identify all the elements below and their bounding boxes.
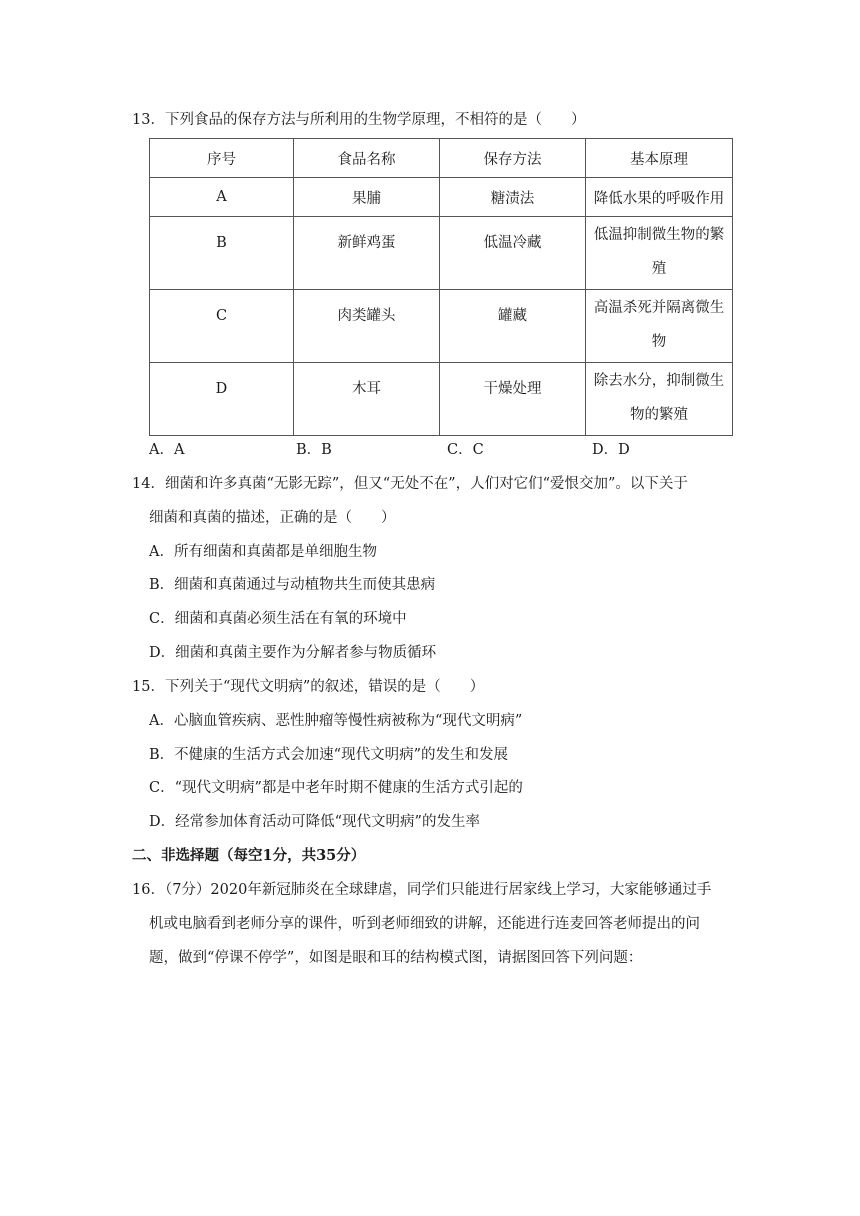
row-method: 罐藏 (498, 308, 527, 324)
q13-option-b[interactable]: B．B (296, 442, 332, 458)
q16-line2: 机或电脑看到老师分享的课件，听到老师细致的讲解，还能进行连麦回答老师提出的问 (149, 916, 700, 932)
q14-option-d[interactable]: D．细菌和真菌主要作为分解者参与物质循环 (149, 645, 437, 661)
q14-option-b[interactable]: B．细菌和真菌通过与动植物共生而使其患病 (149, 577, 436, 593)
header-cell: 基本原理 (586, 139, 733, 178)
basis-line: 物的繁殖 (630, 407, 688, 423)
q15-option-d[interactable]: D．经常参加体育活动可降低“现代文明病”的发生率 (149, 814, 480, 830)
basis-line: 低温抑制微生物的繁 (593, 227, 725, 243)
row-basis (586, 290, 732, 359)
row-food: 肉类罐头 (337, 308, 396, 324)
row-id: B (216, 235, 227, 251)
table-row (150, 178, 733, 217)
q16-line3: 题，做到“停课不停学”，如图是眼和耳的结构模式图，请据图回答下列问题： (149, 950, 643, 966)
q13-stem: 13．下列食品的保存方法与所利用的生物学原理，不相符的是（ ） (132, 112, 586, 128)
q15-stem: 15．下列关于“现代文明病”的叙述，错误的是（ ） (132, 679, 485, 695)
header-cell: 序号 (150, 139, 294, 178)
row-method: 糖渍法 (440, 178, 586, 217)
row-id: A (150, 178, 294, 217)
q15-option-a[interactable]: A．心脑血管疾病、恶性肿瘤等慢性病被称为“现代文明病” (149, 713, 523, 729)
header-cell: 食品名称 (294, 139, 440, 178)
q15-option-b[interactable]: B．不健康的生活方式会加速“现代文明病”的发生和发展 (149, 747, 508, 763)
table-header-row (150, 139, 733, 178)
q15-option-c[interactable]: C．“现代文明病”都是中老年时期不健康的生活方式引起的 (149, 780, 523, 796)
row-id: D (215, 381, 228, 397)
basis-line: 物 (651, 334, 667, 350)
food-preservation-table (149, 138, 733, 436)
row-food: 木耳 (352, 381, 381, 397)
row-food: 果脯 (294, 178, 440, 217)
header-cell: 保存方法 (440, 139, 586, 178)
q14-stem-line2: 细菌和真菌的描述，正确的是（ ） (149, 510, 396, 526)
table-row (150, 363, 733, 436)
row-id: C (215, 308, 228, 324)
table-row (150, 290, 733, 363)
q16-line1: 16．（7分）2020年新冠肺炎在全球肆虐，同学们只能进行居家线上学习，大家能够通过手 (132, 882, 712, 898)
row-basis (586, 217, 732, 286)
section-title: 二、非选择题（每空1分，共35分） (132, 847, 366, 864)
table-row (150, 217, 733, 290)
basis-line: 高温杀死并隔离微生 (593, 300, 725, 316)
row-method: 干燥处理 (483, 381, 542, 397)
q14-option-c[interactable]: C．细菌和真菌必须生活在有氧的环境中 (149, 611, 407, 627)
q13-option-d[interactable]: D．D (592, 442, 630, 458)
q14-stem-line1: 14．细菌和许多真菌“无影无踪”，但又“无处不在”，人们对它们“爱恨交加”。以下关于 (132, 476, 688, 492)
q14-option-a[interactable]: A．所有细菌和真菌都是单细胞生物 (149, 544, 377, 560)
row-basis: 降低水果的呼吸作用 (586, 178, 733, 217)
row-food: 新鲜鸡蛋 (337, 235, 396, 251)
basis-line: 除去水分，抑制微生 (593, 373, 725, 389)
q13-option-a[interactable]: A．A (149, 442, 185, 458)
row-method: 低温冷藏 (483, 235, 542, 251)
q13-option-c[interactable]: C．C (447, 442, 484, 458)
row-basis (586, 363, 732, 432)
basis-line: 殖 (651, 261, 667, 277)
